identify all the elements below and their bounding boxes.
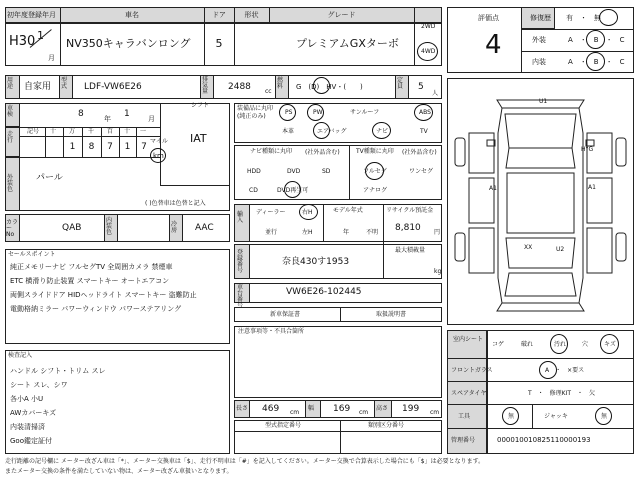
equip-ps-circle bbox=[279, 104, 296, 121]
grade-value: プレミアムGXターボ bbox=[296, 37, 399, 50]
mark-a1-right: A1 bbox=[588, 184, 596, 191]
color-label: 外装色 bbox=[7, 174, 14, 193]
equip-abs-circle bbox=[414, 104, 433, 121]
width-value: 169 bbox=[333, 404, 351, 414]
docs-box bbox=[234, 307, 442, 322]
jack-circle bbox=[595, 407, 612, 425]
height-value: 199 bbox=[402, 404, 420, 414]
odo-h2: 万 bbox=[69, 128, 76, 135]
import-dealer: ディーラー bbox=[256, 209, 286, 216]
shape-label: 形状 bbox=[244, 11, 259, 19]
odo-h1: 十 bbox=[50, 128, 57, 135]
glass-opts: A ・ ×要ス bbox=[545, 367, 585, 374]
navi-dvd-play: DVD再生可 bbox=[277, 187, 309, 194]
room-yabure: 破れ bbox=[521, 341, 534, 348]
disp-label: 排気量 bbox=[202, 76, 209, 95]
navi-label: ナビ種類に丸印 bbox=[250, 148, 293, 155]
grade-label: グレード bbox=[327, 11, 356, 19]
report-line-6: Goo鑑定証付 bbox=[10, 437, 52, 445]
notes-box bbox=[234, 326, 442, 398]
length-label: 長さ bbox=[236, 405, 249, 412]
load-unit: kg bbox=[434, 268, 442, 275]
fuel-value: G (D) HV・( ) bbox=[296, 83, 363, 91]
disp-unit: cc bbox=[265, 88, 272, 95]
fuel-label: 燃料 bbox=[277, 77, 284, 90]
tv-sub: (社外品含む) bbox=[402, 149, 437, 156]
sales-point-2: ETC 横滑り防止装置 スマートキー オートエアコン bbox=[10, 277, 170, 285]
exterior-circle bbox=[586, 30, 605, 49]
equip-pw-circle bbox=[307, 104, 324, 121]
import-right: 右H bbox=[302, 209, 313, 216]
mark-u1: U1 bbox=[539, 98, 548, 105]
equip-tv: TV bbox=[420, 128, 428, 135]
use-label: 用途 bbox=[7, 77, 14, 90]
odo-h4: 百 bbox=[107, 128, 114, 135]
width-label: 幅 bbox=[308, 405, 315, 412]
doors-label: ドア bbox=[212, 11, 226, 19]
room-koge: コゲ bbox=[492, 341, 505, 348]
typeno-label: 型式指定番号 bbox=[265, 422, 302, 429]
sales-point-1: 純正メモリーナビ フルセグTV 全周囲カメラ 禁煙車 bbox=[10, 263, 173, 271]
tv-fullseg-circle bbox=[365, 162, 384, 180]
inspect-label: 車検 bbox=[7, 105, 14, 118]
reg-month: 1 bbox=[37, 29, 44, 42]
equip-pw: PW bbox=[313, 109, 323, 116]
footer-line-2: またメーター交換の条件を満たしていない物は、メーター改ざん車扱いとなります。 bbox=[5, 468, 233, 475]
jack-value: 無 bbox=[601, 413, 608, 420]
reg-year: H30 bbox=[9, 34, 36, 49]
inspection-report-label: 検査記入 bbox=[8, 352, 33, 359]
ac-value: AAC bbox=[195, 223, 214, 233]
modelyear-unknown: 不明 bbox=[366, 229, 379, 236]
disp-value: 2488 bbox=[228, 82, 251, 92]
colorno-value: QAB bbox=[62, 223, 82, 233]
equip-navi-circle bbox=[372, 122, 391, 139]
odo-d2: 8 bbox=[88, 142, 95, 152]
navi-cd: CD bbox=[249, 187, 258, 194]
color-value: パール bbox=[36, 173, 63, 183]
interior-opts: A ・ B ・ C bbox=[568, 58, 625, 66]
odo-km-circle bbox=[150, 148, 166, 163]
room-yogore-circle bbox=[550, 334, 568, 354]
sales-point-4: 電動格納ミラー パワーウィンドウ パワーステアリング bbox=[10, 305, 182, 313]
equip-navi: ナビ bbox=[376, 128, 389, 135]
equip-leather: 本革 bbox=[282, 128, 295, 135]
reg-month-unit: 月 bbox=[48, 54, 55, 62]
tools-circle bbox=[502, 407, 519, 425]
type-label: 型式 bbox=[61, 77, 68, 90]
inspect-year-unit: 年 bbox=[104, 115, 111, 123]
recycle-value: 8,810 bbox=[395, 223, 421, 233]
inspect-month: 1 bbox=[124, 109, 130, 119]
type-value: LDF-VW6E26 bbox=[84, 82, 142, 92]
chassis-value: VW6E26-102445 bbox=[286, 287, 362, 297]
equipment-label: 装備品に丸印 bbox=[237, 105, 274, 112]
mgmt-value: 000010010825110000193 bbox=[497, 436, 591, 444]
report-line-3: 各小A 小U bbox=[10, 395, 44, 403]
room-yogore: 汚れ bbox=[554, 341, 567, 348]
report-line-1: ハンドル シフト・トリム スレ bbox=[10, 367, 106, 375]
modelyear-year: 年 bbox=[343, 229, 350, 236]
use-value: 自家用 bbox=[24, 82, 52, 92]
interior-color-label: 内装色 bbox=[106, 217, 113, 236]
import-parallel: 並行 bbox=[265, 229, 278, 236]
load-label: 最大積載量 bbox=[395, 247, 426, 254]
room-ana: 穴 bbox=[582, 341, 589, 348]
drive-4wd: 4WD bbox=[421, 48, 436, 55]
import-left: 左H bbox=[302, 229, 313, 236]
glass-label: フロントガラス bbox=[451, 367, 493, 374]
color-note: ( )色替車は色替と記入 bbox=[145, 200, 206, 207]
tools-label: 工具 bbox=[458, 413, 471, 420]
car-name: NV350キャラバンロング bbox=[66, 37, 191, 50]
report-line-2: シート スレ、シワ bbox=[10, 381, 68, 389]
spare-opts: T ・ 修理KIT ・ 欠 bbox=[528, 390, 596, 397]
exterior-opts: A ・ B ・ C bbox=[568, 36, 625, 44]
chassis-label: 車台番号 bbox=[237, 284, 244, 309]
import-right-circle bbox=[299, 204, 318, 220]
navi-sd: SD bbox=[322, 168, 331, 175]
equip-abs: ABS bbox=[419, 109, 431, 116]
odo-d4: 1 bbox=[124, 142, 131, 152]
manual-label: 取扱説明書 bbox=[376, 311, 407, 318]
recycle-unit: 円 bbox=[434, 229, 441, 236]
sales-point-3: 両側スライドドア HIDヘッドライト スマートキー 盗難防止 bbox=[10, 291, 197, 299]
capacity-value: 5 bbox=[418, 82, 424, 92]
mgmt-label: 管理番号 bbox=[451, 437, 476, 444]
odo-d1: 1 bbox=[69, 142, 76, 152]
jack-label: ジャッキ bbox=[544, 413, 568, 420]
equip-airbag: エアバッグ bbox=[317, 128, 347, 135]
colorno-label: カラーNo bbox=[6, 219, 19, 238]
equip-airbag-circle bbox=[313, 122, 330, 139]
equipment-sub: (純正のみ) bbox=[237, 113, 266, 120]
inspect-month-unit: 月 bbox=[148, 115, 155, 123]
warranty-label: 新車保証書 bbox=[270, 311, 301, 318]
report-line-5: 内装清掃済 bbox=[10, 423, 45, 431]
tv-fullseg: フルセグ bbox=[363, 168, 387, 175]
odo-h5: 十 bbox=[124, 128, 131, 135]
glass-circle bbox=[539, 361, 557, 379]
odo-h0: 記号 bbox=[27, 128, 40, 135]
navi-sub: (社外品含む) bbox=[305, 149, 340, 156]
import-label: 輸入 bbox=[237, 211, 244, 224]
repair-circle bbox=[599, 9, 618, 26]
plate-value: 奈良430す1953 bbox=[282, 257, 350, 267]
exterior-label: 外装 bbox=[532, 36, 546, 44]
interior-label: 内装 bbox=[532, 58, 546, 66]
odo-h3: 千 bbox=[88, 128, 95, 135]
mark-xx: XX bbox=[524, 244, 533, 251]
capacity-unit: 人 bbox=[432, 90, 439, 97]
equip-sunroof: サンルーフ bbox=[350, 109, 380, 116]
classno-label: 類別区分番号 bbox=[368, 422, 405, 429]
car-diagram-icon bbox=[447, 78, 634, 325]
odo-d5: 7 bbox=[141, 142, 147, 152]
navi-hdd: HDD bbox=[247, 168, 261, 175]
shift-value: IAT bbox=[190, 132, 207, 145]
repair-opts: 有 ・ 無 bbox=[566, 14, 601, 22]
room-label: 室内シート bbox=[453, 336, 484, 343]
drive-2wd: 2WD bbox=[421, 23, 436, 30]
mark-u2: U2 bbox=[556, 246, 565, 253]
length-value: 469 bbox=[262, 404, 280, 414]
car-name-label: 車名 bbox=[125, 11, 139, 19]
shift-label: シフト bbox=[191, 102, 210, 109]
odo-h6: 一 bbox=[140, 128, 147, 135]
inspect-year: 8 bbox=[78, 109, 84, 119]
odo-d3: 7 bbox=[107, 142, 113, 152]
tools-value: 無 bbox=[508, 413, 515, 420]
tv-analog: アナログ bbox=[363, 187, 388, 194]
capacity-label: 定員 bbox=[397, 77, 404, 90]
odo-label: 走行 bbox=[7, 131, 14, 144]
plate-label: 登録番号 bbox=[237, 249, 244, 274]
interior-circle bbox=[586, 52, 605, 71]
score-label: 評価点 bbox=[478, 14, 499, 22]
tv-label: TV種類に丸印 bbox=[356, 148, 394, 155]
score-value: 4 bbox=[485, 30, 502, 60]
room-kizu-circle bbox=[600, 334, 619, 354]
height-unit: cm bbox=[430, 409, 440, 416]
reg-date-label: 初年度登録年月 bbox=[7, 11, 56, 19]
equip-ps: PS bbox=[285, 109, 293, 116]
modelyear-label: モデル年式 bbox=[333, 207, 363, 214]
footer-line-1: 走行距離の記号欄に メーター改ざん車は「*」、メーター交換車は「$」、走行不明車は「#」を記入してください。メーター交換で合算表示した場合にも「$」は必要となります。 bbox=[5, 458, 485, 465]
mark-a1-left: A1 bbox=[489, 185, 497, 192]
report-line-4: AWカバーキズ bbox=[10, 409, 57, 417]
fuel-circle bbox=[313, 77, 330, 94]
sales-points-label: セールスポイント bbox=[8, 251, 56, 258]
height-label: 高さ bbox=[376, 405, 389, 412]
length-unit: cm bbox=[290, 409, 300, 416]
spare-label: スペアタイヤ bbox=[451, 390, 487, 397]
odo-km: km bbox=[153, 152, 164, 160]
navi-dvd-circle bbox=[284, 181, 301, 198]
tv-oneseg: ワンセグ bbox=[409, 168, 434, 175]
navi-dvd: DVD bbox=[287, 168, 301, 175]
odo-mile: マイル bbox=[150, 138, 168, 145]
repair-label: 修復歴 bbox=[530, 14, 551, 22]
mark-hg: H°G bbox=[581, 146, 594, 153]
recycle-label: リサイクル預託金 bbox=[386, 207, 434, 214]
room-kizu: キズ bbox=[604, 341, 616, 348]
doors-value: 5 bbox=[215, 37, 223, 50]
width-unit: cm bbox=[359, 409, 369, 416]
ac-label: 冷房 bbox=[171, 221, 178, 234]
notes-label: 注意事項等・不具合箇所 bbox=[238, 328, 305, 335]
